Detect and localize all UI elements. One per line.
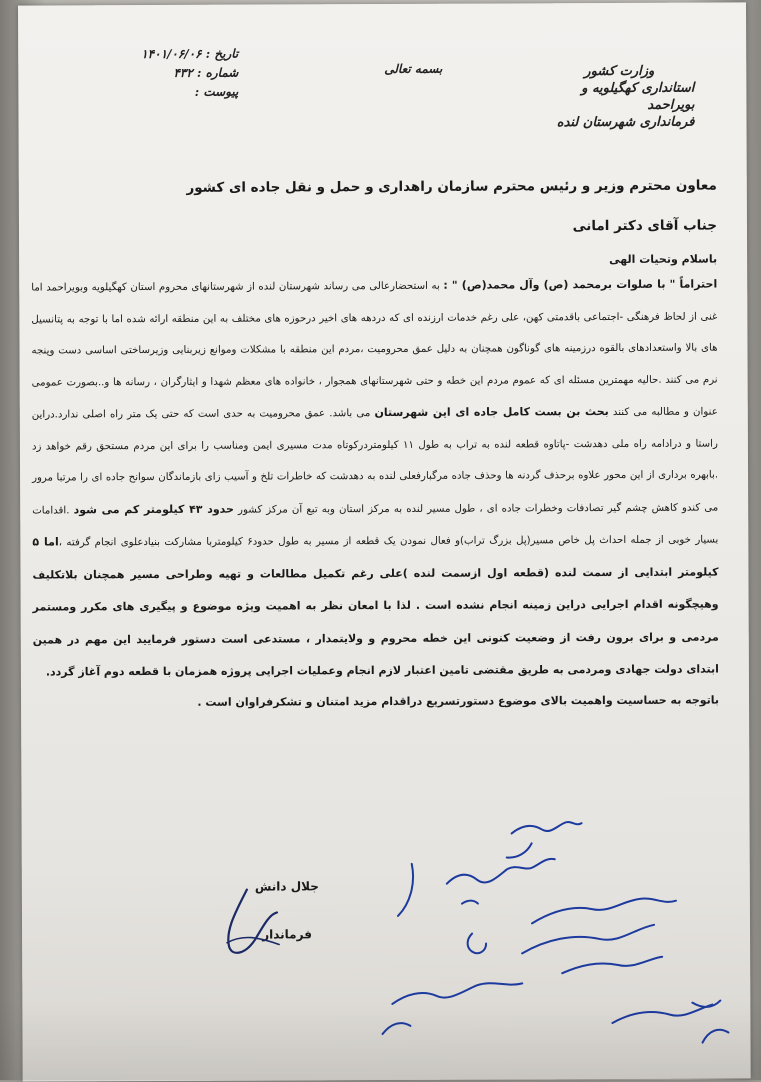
greeting: باسلام وتحیات الهی (609, 252, 718, 267)
governorate-name: فرمانداری شهرستان لنده (556, 114, 695, 131)
signer-title: فرماندار (262, 927, 312, 942)
province-name: استانداری کهگیلویه و بویراحمد (581, 80, 695, 113)
attachment-label: پیوست : (194, 84, 239, 99)
letter-sheet (18, 2, 751, 1081)
date-value: ۱۴۰۱/۰۶/۰۶ (141, 46, 202, 62)
ministry-name: وزارت کشور (584, 63, 655, 80)
body-part-2: می باشد. عمق محرومیت به حدی است که حتی یک متر راه اصلی ندارد.دراین راستا و درادامه راه ملی دهدشت -پاتاوه قطعه لنده به تراب به طول ۱۱ کیلومتردرکوتاه مدت مسیری ایمن ومناسب را برای این مردم مستحق رقم خواهد زد .بابهره برداری از این محور علاوه برحذف گردنه ها وحذف جاده مرگبارفعلی لنده به دهدشت که خاطرات تلخ و آسیب زای بازماندگان سوانح جاده ای را مرتبا مرور می کندو کاهش چشم گیر تصادفات وخطرات جاده ای ، طول مسیر لنده به مرکز استان وبه تبع آن مرکز کشور (31, 408, 719, 516)
body-highlight-distance: حدود ۴۳ کیلومتر کم می شود (73, 502, 234, 516)
attachment-row (118, 83, 238, 103)
body-part-1: به استحضارعالی می رساند شهرستان لنده از شهرستانهای محروم استان کهگیلویه وبویراحمد اما غنی از لحاظ فرهنگی -اجتماعی باقدمتی کهن، علی رغم خدمات ارزنده ای که دردهه های اخیر درحوزه های مختلف به این منطقه ارائه شده اما با توجه به پتانسیل های بالا واستعدادهای بالقوه درزمینه های گوناگون همچنان به دلیل عمق محرومیت ،مردم این منطقه با مشکلات وموانع زیربنایی وزیرساختی اساسی دست وپنجه نرم می کنند .حالیه مهمترین مسئله ای که عموم مردم این خطه و حتی شهرستانهای همجوار ، خانواده های معظم شهدا و ایثارگران ، رسانه ها و..بصورت عمومی عنوان و مطالبه می کنند (31, 280, 718, 419)
letter-reference (118, 45, 238, 103)
signer-name: جلال دانش (254, 879, 319, 894)
body-opening: احتراماً " با صلوات برمحمد (ص) وآل محمد(ص) " : (443, 277, 718, 292)
number-value: ۴۳۲ (173, 65, 193, 80)
recipient-name: جناب آقای دکتر امانی (572, 217, 718, 235)
body-request: اما ۵ کیلومتر ابتدایی از سمت لنده (قطعه اول ازسمت لنده )علی رغم تکمیل مطالعات و تهیه وطراحی مسیر همچنان بلاتکلیف وهیچگونه اقدام اجرایی دراین زمینه انجام نشده است . لذا با امعان نظر به اهمیت ویژه موضوع و پیگیری های مکرر ومستمر مردمی و برای برون رفت از وضعیت کنونی این خطه محروم و ولایتمدار ، مستدعی است دستور فرمایید این مهم در همین ابتدای دولت جهادی ومردمی به طریق مقتضی تامین اعتبار لازم انجام وعملیات اجرایی پروژه همزمان با قطعه دوم آغاز گردد. (32, 535, 719, 679)
date-label: تاریخ : (205, 46, 239, 61)
closing-line: باتوجه به حساسیت واهمیت بالای موضوع دستورتسریع دراقدام مزید امتنان و تشکرفراوان است . (197, 693, 720, 709)
body-highlight-deadend: بحث بن بست کامل جاده ای این شهرستان (374, 405, 609, 420)
handwritten-annotation (351, 802, 752, 1054)
letter-content (31, 175, 719, 717)
body-part-3: .اقدامات بسیار خوبی از جمله احداث پل خاص مسیر(پل بزرگ تراب)و فعال نمودن یک قطعه از مسیر به طول حدود۶ کیلومتربا مشارکت بنیادعلوی انجام گرفته ، (32, 504, 719, 549)
number-label: شماره : (196, 65, 239, 80)
invocation: بسمه تعالی (384, 61, 443, 76)
date-row (118, 45, 238, 65)
letter-body (31, 269, 719, 689)
letterhead-issuer (544, 63, 694, 132)
recipient-title: معاون محترم وزیر و رئیس محترم سازمان راهداری و حمل و نقل جاده ای کشور (186, 177, 717, 196)
signature (217, 884, 297, 964)
number-row (118, 64, 238, 84)
